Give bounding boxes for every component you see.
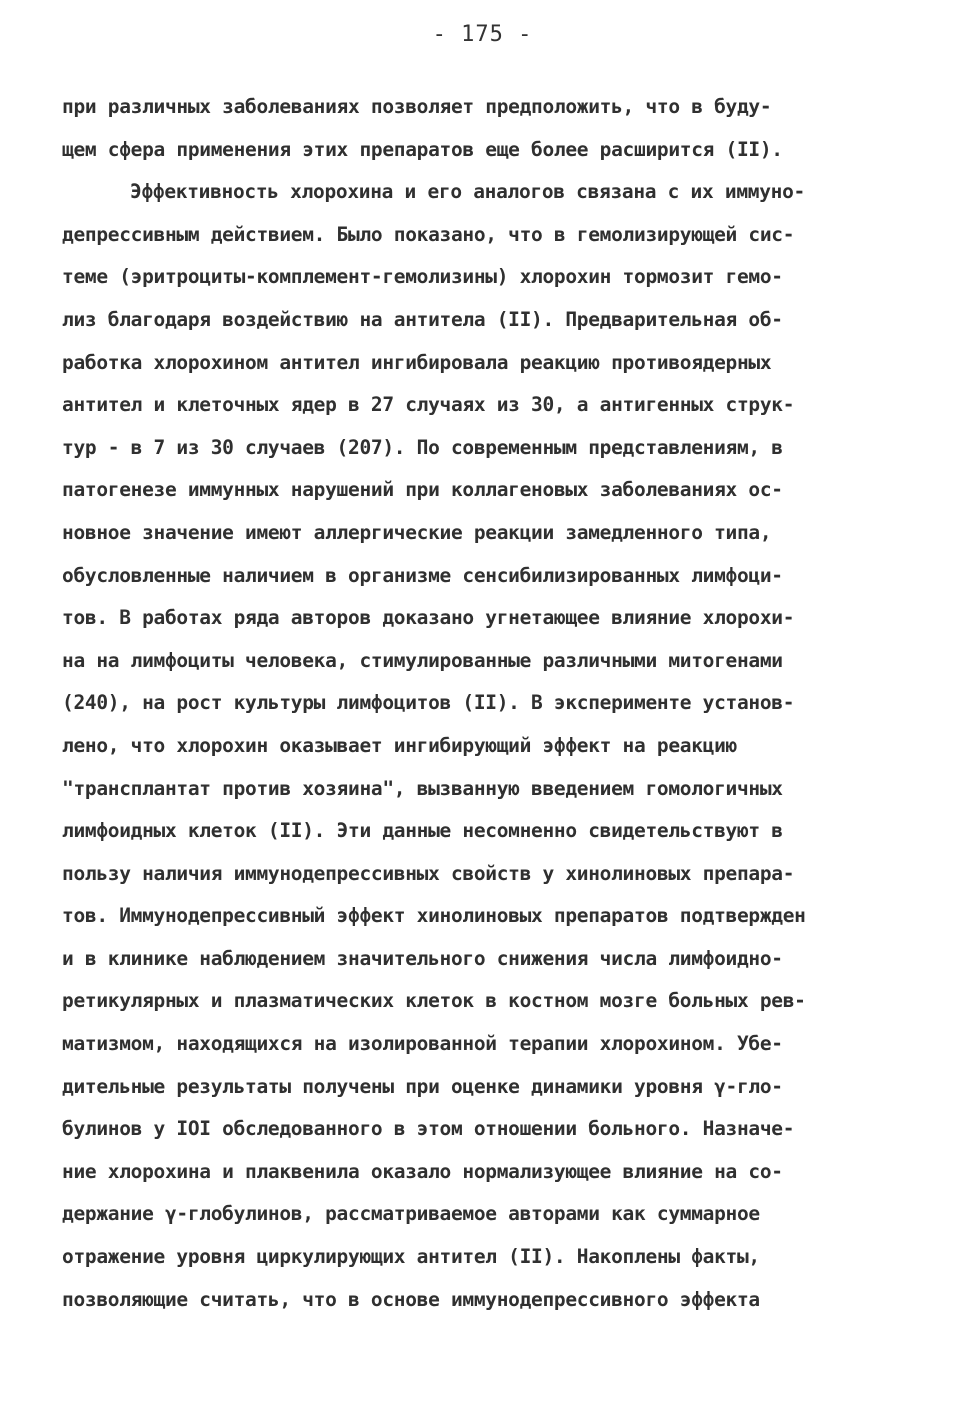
text-line: лиз благодаря воздействию на антитела (II). Предварительная об-	[62, 307, 783, 331]
text-line: лимфоидных клеток (II). Эти данные несомненно свидетельствуют в	[62, 819, 783, 843]
text-line: теме (эритроциты-комплемент-гемолизины) хлорохин тормозит гемо-	[62, 265, 783, 289]
text-line: лено, что хлорохин оказывает ингибирующий эффект на реакцию	[62, 733, 737, 757]
text-line: тур - в 7 из 30 случаев (207). По современным представлениям, в	[62, 435, 783, 459]
text-line: тов. Иммунодепрессивный эффект хинолиновых препаратов подтвержден	[62, 904, 806, 928]
text-line: при различных заболеваниях позволяет предположить, что в буду-	[62, 95, 772, 118]
text-line: пользу наличия иммунодепрессивных свойств у хинолиновых препара-	[62, 861, 795, 885]
text-line: и в клинике наблюдением значительного снижения числа лимфоидно-	[62, 946, 783, 970]
text-line: (240), на рост культуры лимфоцитов (II). В эксперименте установ-	[62, 691, 795, 715]
text-line: тов. В работах ряда авторов доказано угнетающее влияние хлорохи-	[62, 606, 795, 630]
text-line: держание γ-глобулинов, рассматриваемое авторами как суммарное	[62, 1202, 760, 1226]
text-line: щем сфера применения этих препаратов еще более расширится (II).	[62, 137, 783, 161]
text-line: "трансплантат против хозяина", вызванную введением гомологичных	[62, 776, 783, 800]
text-line: матизмом, находящихся на изолированной терапии хлорохином. Убе-	[62, 1032, 783, 1056]
text-line: работка хлорохином антител ингибировала реакцию противоядерных	[62, 350, 772, 374]
text-line: ретикулярных и плазматических клеток в костном мозге больных рев-	[62, 989, 806, 1013]
body-text	[62, 86, 908, 1321]
paragraph-start-line: Эффективность хлорохина и его аналогов связана с их иммуно-	[130, 180, 805, 204]
text-line: дительные результаты получены при оценке динамики уровня γ-гло-	[62, 1074, 783, 1098]
text-line: новное значение имеют аллергические реакции замедленного типа,	[62, 520, 772, 544]
text-line: отражение уровня циркулирующих антител (II). Накоплены факты,	[62, 1245, 760, 1269]
text-line: депрессивным действием. Было показано, что в гемолизирующей сис-	[62, 222, 795, 246]
page-number: - 175 -	[432, 22, 533, 47]
text-line: обусловленные наличием в организме сенсибилизированных лимфоци-	[62, 563, 783, 587]
text-line: на на лимфоциты человека, стимулированные различными митогенами	[62, 648, 783, 672]
text-line: патогенезе иммунных нарушений при коллагеновых заболеваниях ос-	[62, 478, 783, 502]
text-line: ние хлорохина и плаквенила оказало нормализующее влияние на со-	[62, 1159, 783, 1183]
text-line: позволяющие считать, что в основе иммунодепрессивного эффекта	[62, 1287, 760, 1311]
text-line: булинов у IOI обследованного в этом отношении больного. Назначе-	[62, 1117, 795, 1141]
text-line: антител и клеточных ядер в 27 случаях из 30, а антигенных струк-	[62, 393, 795, 417]
